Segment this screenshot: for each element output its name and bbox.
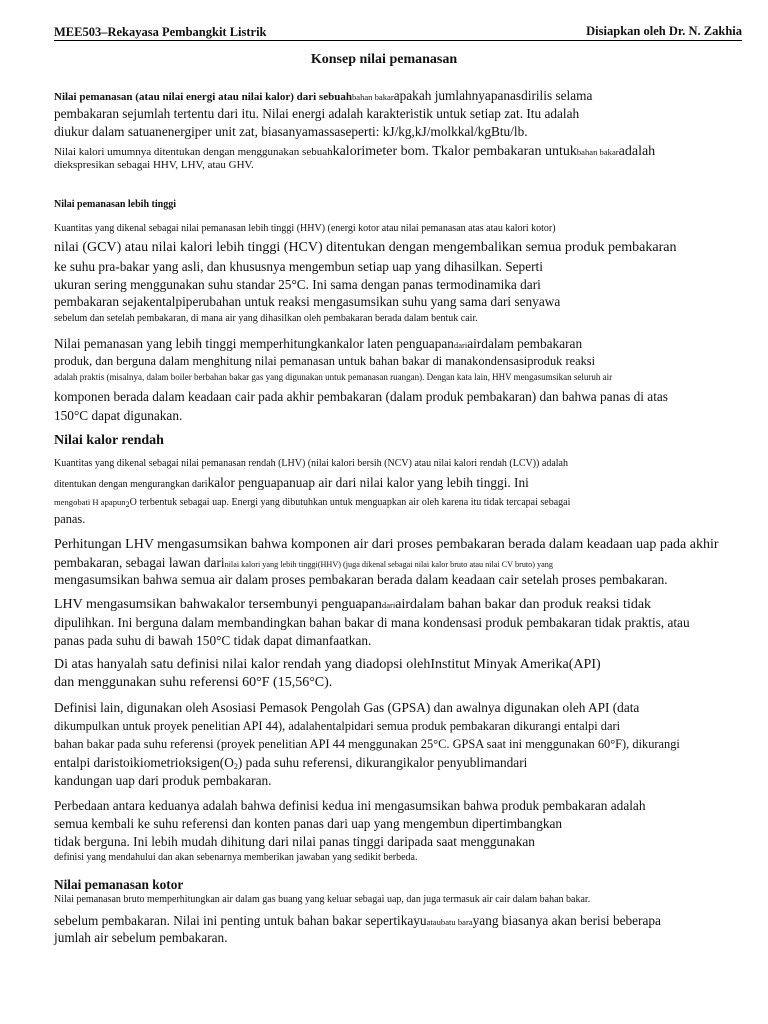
lhv-p3-line-2: dipulihkan. Ini berguna dalam membandingkan bahan bakar di mana kondensasi produk pembakaran tidak praktis, atau bbox=[54, 615, 690, 630]
text-run: ditentukan dengan mengurangkan dari bbox=[54, 479, 208, 490]
lhv-p5-line-2: dikumpulkan untuk proyek penelitian API 44), adalahentalpidari semua produk pembakaran dikurangi entalpi dari bbox=[54, 719, 621, 733]
lhv-p5-line-4 bbox=[54, 755, 527, 771]
small-text: dari bbox=[381, 600, 396, 610]
intro-line-4 bbox=[54, 142, 655, 160]
hhv-line-6: sebelum dan setelah pembakaran, di mana air yang dihasilkan oleh pembakaran berada dalam bentuk cair. bbox=[54, 313, 478, 324]
small-text: bahan bakar bbox=[576, 147, 619, 157]
text-run: yang biasanya akan berisi beberapa bbox=[472, 913, 661, 928]
text-run: Nilai pemanasan yang lebih tinggi memperhitungkankalor laten penguapan bbox=[54, 336, 454, 351]
intro-line-5: diekspresikan sebagai HHV, LHV, atau GHV. bbox=[54, 159, 254, 171]
lhv-line-4: panas. bbox=[54, 512, 86, 526]
document-header bbox=[54, 24, 742, 41]
lhv-p5-line-5: kandungan uap dari produk pembakaran. bbox=[54, 773, 272, 788]
course-title: MEE503–Rekayasa Pembangkit Listrik bbox=[54, 25, 267, 39]
hhv-p2-line-1 bbox=[54, 336, 582, 351]
lhv-p2-line-1: Perhitungan LHV mengasumsikan bahwa komponen air dari proses pembakaran berada dalam keadaan uap pada akhir bbox=[54, 537, 719, 552]
hhv-heading: Nilai pemanasan lebih tinggi bbox=[54, 199, 176, 210]
intro-line-3: diukur dalam satuanenergiper unit zat, biasanyamassaseperti: kJ/kg,kJ/molkkal/kgBtu/lb. bbox=[54, 124, 528, 139]
small-text: dari bbox=[453, 340, 468, 350]
text-run: sebelum pembakaran. Nilai ini penting untuk bahan bakar sepertikayu bbox=[54, 913, 427, 928]
hhv-line-2: nilai (GCV) atau nilai kalori lebih tinggi (HCV) ditentukan dengan mengembalikan semua produk pembakaran bbox=[54, 240, 677, 255]
gross-line-1: Nilai pemanasan bruto memperhitungkan air dalam gas buang yang keluar sebagai uap, dan juga termasuk air cair dalam bahan bakar. bbox=[54, 894, 591, 905]
hhv-line-1: Kuantitas yang dikenal sebagai nilai pemanasan lebih tinggi (HHV) (energi kotor atau nilai pemanasan atas atau kalori kotor) bbox=[54, 223, 556, 234]
lhv-p6-line-4: definisi yang mendahului dan akan sebenarnya memberikan jawaban yang sedikit berbeda. bbox=[54, 852, 418, 863]
subscript: 2 bbox=[233, 762, 238, 771]
hhv-line-3: ke suhu pra-bakar yang asli, dan khususnya mengembun setiap uap yang dihasilkan. Seperti bbox=[54, 259, 543, 274]
text-run: kalor penguapanuap air dari nilai kalor yang lebih tinggi. Ini bbox=[207, 475, 529, 490]
lhv-p6-line-2: semua kembali ke suhu referensi dan konten panas dari uap yang mengembun dipertimbangkan bbox=[54, 816, 563, 831]
hhv-p2-line-4: komponen berada dalam keadaan cair pada akhir pembakaran (dalam produk pembakaran) dan bahwa panas di atas bbox=[54, 389, 668, 404]
lhv-heading: Nilai kalor rendah bbox=[54, 433, 164, 448]
lhv-p5-line-3: bahan bakar pada suhu referensi (proyek penelitian API 44 menggunakan 25°C. GPSA saat ini menggunakan 60°F), dikurangi bbox=[54, 737, 680, 751]
text-run: LHV mengasumsikan bahwakalor tersembunyi penguapan bbox=[54, 597, 382, 612]
lhv-p4-line-1: Di atas hanyalah satu definisi nilai kalor rendah yang diadopsi olehInstitut Minyak Amerika(API) bbox=[54, 657, 601, 672]
lhv-p6-line-3: tidak berguna. Ini lebih mudah dihitung dari nilai panas tinggi daripada saat menggunakan bbox=[54, 834, 535, 849]
lhv-p5-line-1: Definisi lain, digunakan oleh Asosiasi Pemasok Pengolah Gas (GPSA) dan awalnya digunakan oleh API (data bbox=[54, 700, 640, 715]
lhv-p3-line-1 bbox=[54, 597, 651, 613]
text-run: entalpi daristoikiometrioksigen(O bbox=[54, 755, 234, 770]
intro-definition-bold: Nilai pemanasan (atau nilai energi atau nilai kalor) dari sebuah bbox=[54, 91, 352, 103]
hhv-p2-line-5: 150°C dapat digunakan. bbox=[54, 408, 183, 423]
small-text: atau bbox=[426, 917, 441, 927]
gross-line-2 bbox=[54, 912, 661, 930]
lhv-p4-line-2: dan menggunakan suhu referensi 60°F (15,56°C). bbox=[54, 675, 333, 690]
gross-heading: Nilai pemanasan kotor bbox=[54, 877, 184, 892]
lhv-p6-line-1: Perbedaan antara keduanya adalah bahwa definisi kedua ini mengasumsikan bahwa produk pembakaran adalah bbox=[54, 798, 646, 813]
hhv-p2-line-3: adalah praktis (misalnya, dalam boiler berbahan bakar gas yang digunakan untuk pemanasan ruangan). Dengan kata lain, HHV mengasumsikan seluruh air bbox=[54, 372, 613, 382]
text-run: Nilai kalori umumnya ditentukan dengan menggunakan sebuah bbox=[54, 146, 333, 158]
lhv-line-3 bbox=[54, 492, 570, 510]
text-run: adalah bbox=[618, 144, 656, 159]
lhv-p2-line-3: mengasumsikan bahwa semua air dalam proses pembakaran berada dalam keadaan cair setelah proses pembakaran. bbox=[54, 572, 668, 587]
text-run: airdalam pembakaran bbox=[467, 336, 583, 351]
text-run: pembakaran, sebagai lawan dari bbox=[54, 555, 225, 570]
gross-line-3: jumlah air sebelum pembakaran. bbox=[54, 930, 228, 945]
small-text: batu bara bbox=[440, 917, 473, 927]
hhv-line-5: pembakaran sejakentalpiperubahan untuk reaksi mengasumsikan suhu yang sama dari senyawa bbox=[54, 294, 561, 309]
small-text: mengobati H apapun bbox=[54, 497, 126, 507]
hhv-line-4: ukuran sering menggunakan suhu standar 25°C. Ini sama dengan panas termodinamika dari bbox=[54, 277, 541, 292]
lhv-line-2 bbox=[54, 474, 529, 492]
small-text: nilai kalori yang lebih tinggi(HHV) (juga dikenal sebagai nilai kalor bruto atau nilai CV bruto) yang bbox=[224, 560, 553, 569]
text-run: apakah jumlahnyapanasdirilis selama bbox=[393, 88, 593, 103]
text-run: kalorimeter bom. Tkalor pembakaran untuk bbox=[332, 144, 577, 159]
author-line: Disiapkan oleh Dr. N. Zakhia bbox=[586, 24, 742, 38]
page-title: Konsep nilai pemanasan bbox=[310, 52, 458, 67]
small-text: bahan bakar bbox=[351, 92, 394, 102]
text-run: ) pada suhu referensi, dikurangikalor penyublimandari bbox=[237, 755, 528, 770]
intro-line-2: pembakaran sejumlah tertentu dari itu. Nilai energi adalah karakteristik untuk setiap zat. Itu adalah bbox=[54, 106, 580, 121]
text-run: airdalam bahan bakar dan produk reaksi tidak bbox=[395, 597, 652, 612]
lhv-line-1: Kuantitas yang dikenal sebagai nilai pemanasan rendah (LHV) (nilai kalori bersih (NCV) atau nilai kalori rendah (LCV)) adalah bbox=[54, 458, 568, 469]
lhv-p2-line-2 bbox=[54, 554, 553, 572]
lhv-p3-line-3: panas pada suhu di bawah 150°C tidak dapat dimanfaatkan. bbox=[54, 633, 372, 648]
hhv-p2-line-2: produk, dan berguna dalam menghitung nilai pemanasan untuk bahan bakar di manakondensasiproduk reaksi bbox=[54, 354, 596, 368]
intro-line-1 bbox=[54, 88, 592, 104]
text-run: O terbentuk sebagai uap. Energi yang dibutuhkan untuk menguapkan air oleh karena itu tidak tercapai sebagai bbox=[129, 497, 571, 508]
subscript: 2 bbox=[125, 500, 130, 509]
